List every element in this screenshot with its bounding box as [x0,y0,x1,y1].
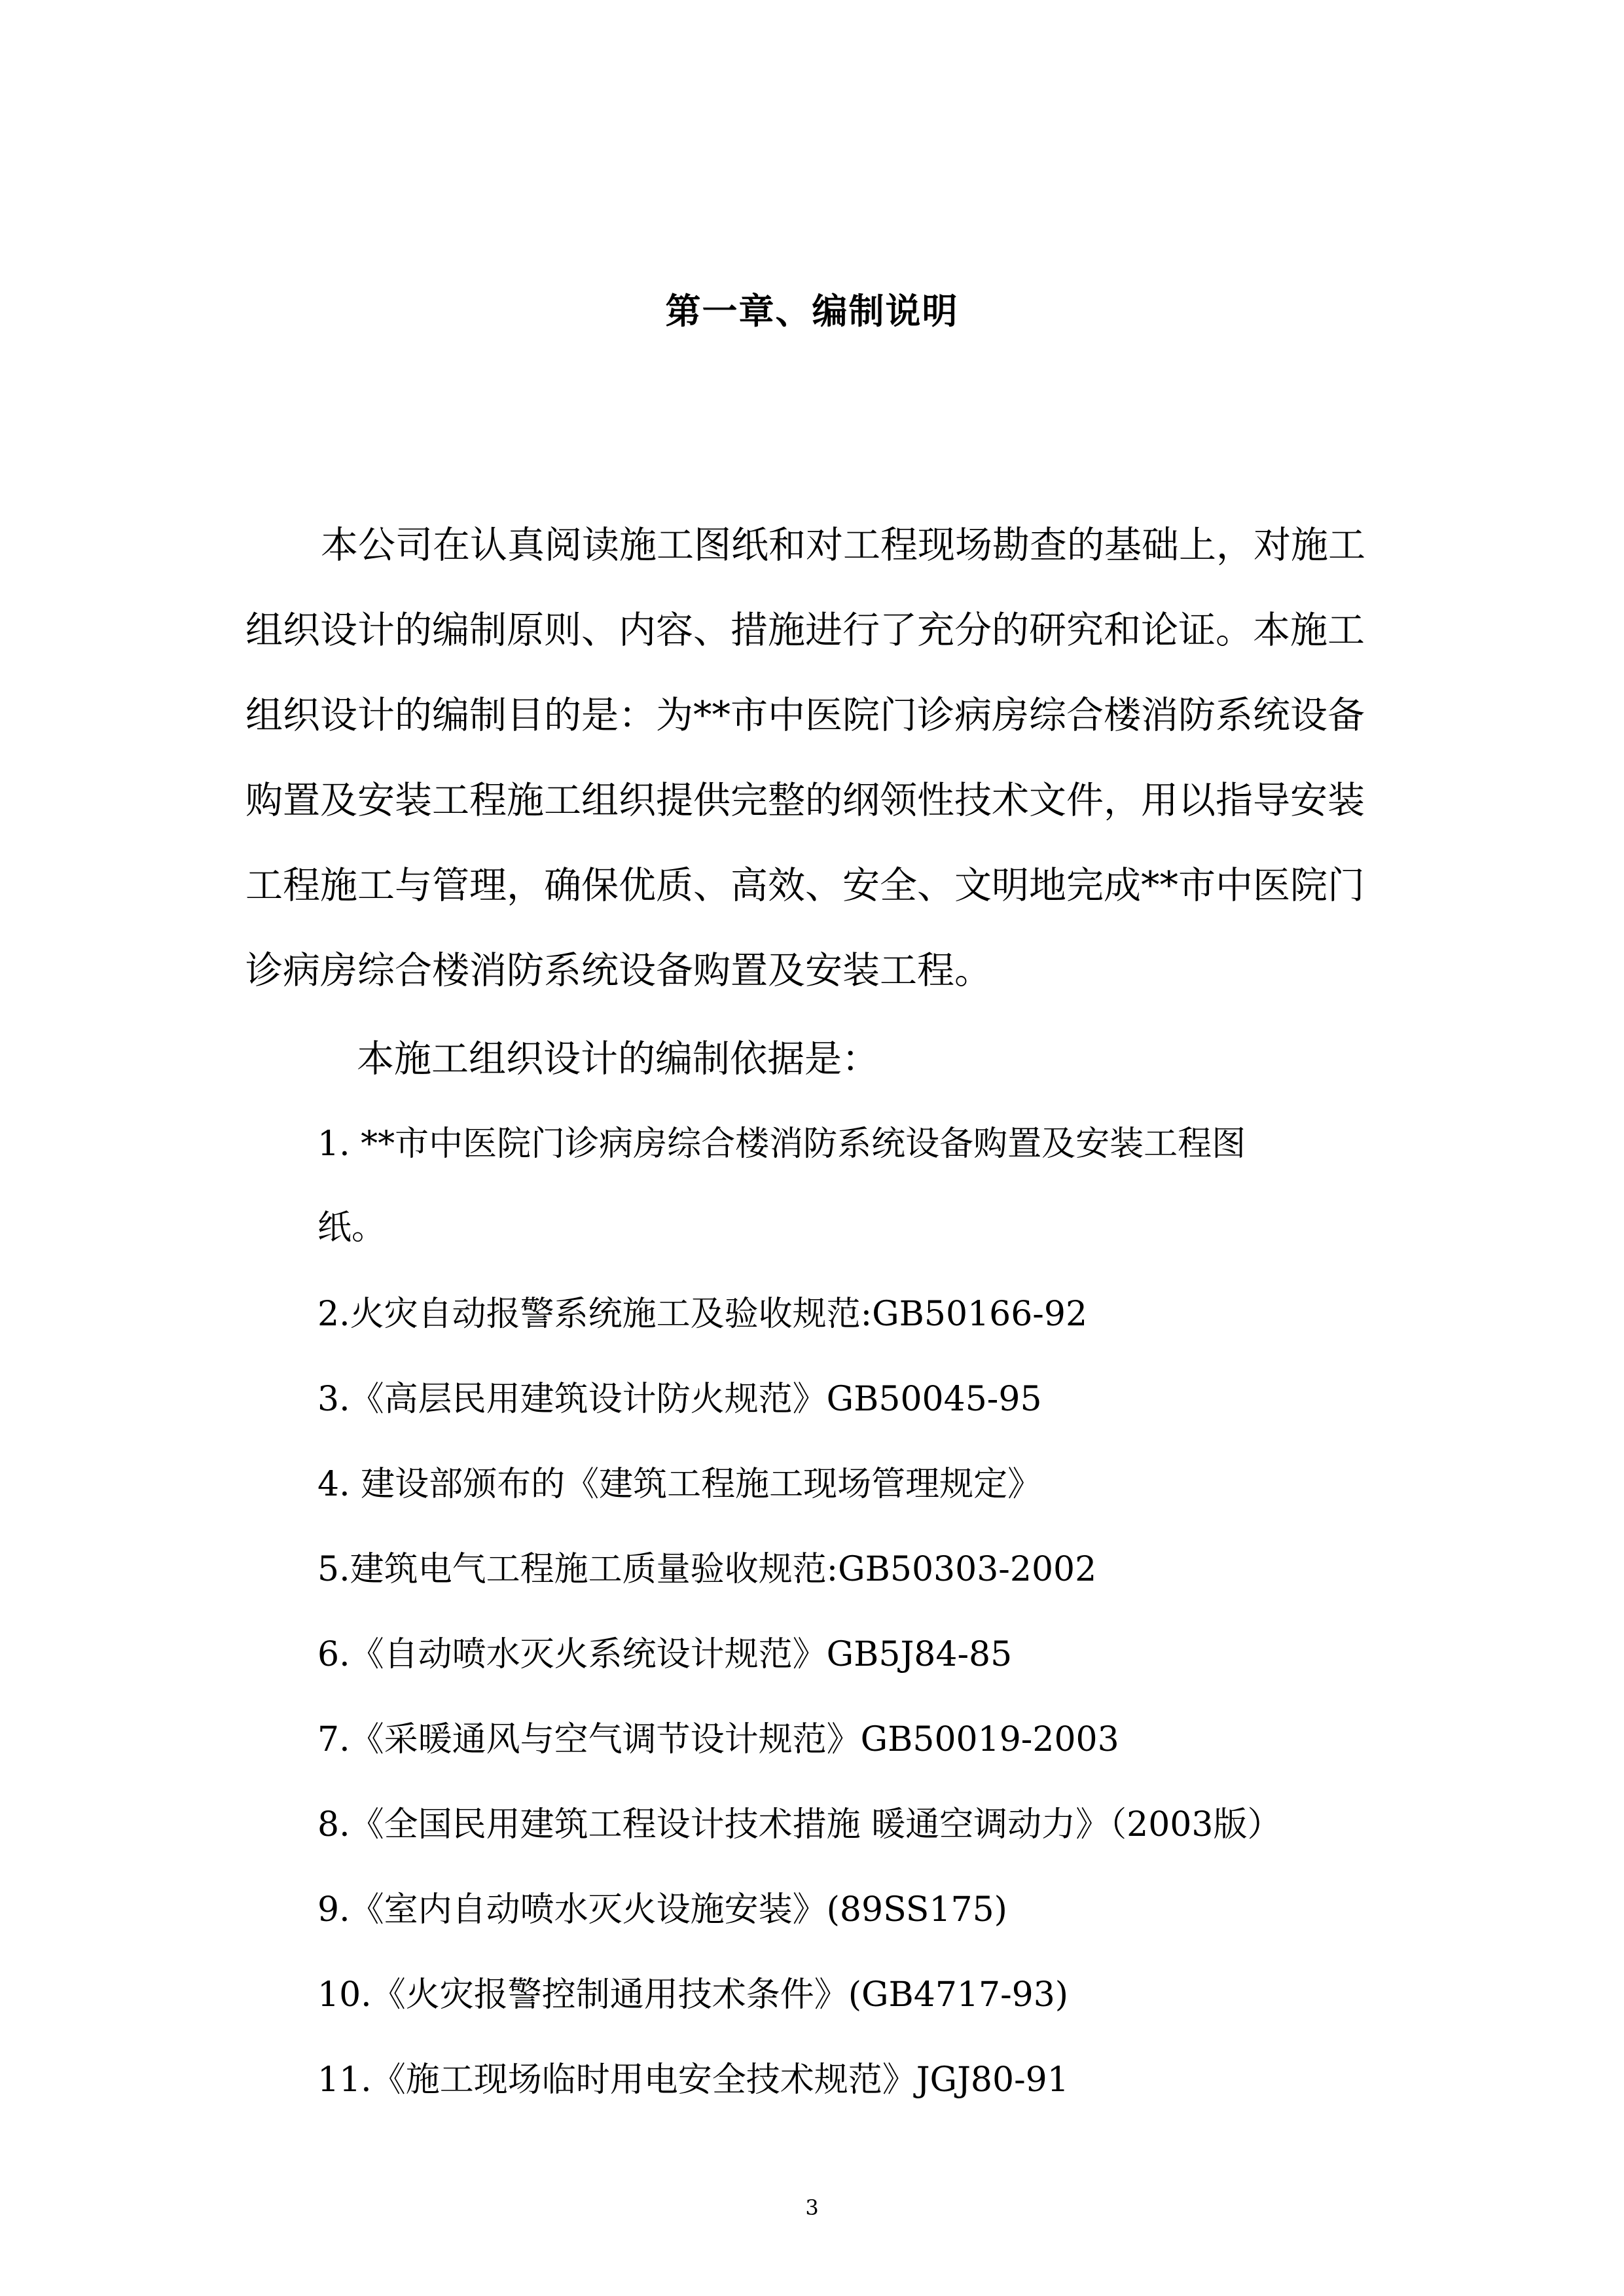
paragraph-line: 诊病房综合楼消防系统设备购置及安装工程。 [245,949,992,992]
basis-item: 5.建筑电气工程施工质量验收规范:GB50303-2002 [317,1550,1097,1589]
chapter-title: 第一章、编制说明 [665,290,959,332]
paragraph-line: 本公司在认真阅读施工图纸和对工程现场勘查的基础上，对施工 [321,524,1365,567]
basis-item: 3.《高层民用建筑设计防火规范》GB50045-95 [317,1380,1042,1419]
basis-item: 6.《自动喷水灭火系统设计规范》GB5J84-85 [317,1635,1013,1674]
basis-item: 8.《全国民用建筑工程设计技术措施 暖通空调动力》（2003版） [317,1805,1282,1844]
basis-intro: 本施工组织设计的编制依据是： [357,1037,879,1081]
basis-item: 9.《室内自动喷水灭火设施安装》(89SS175) [317,1890,1007,1929]
basis-item-continuation: 纸。 [317,1208,386,1247]
basis-item: 10.《火灾报警控制通用技术条件》(GB4717-93) [317,1975,1069,2015]
basis-item: 2.火灾自动报警系统施工及验收规范:GB50166-92 [317,1295,1088,1334]
basis-item: 1. **市中医院门诊病房综合楼消防系统设备购置及安装工程图 [317,1124,1246,1164]
basis-item: 11.《施工现场临时用电安全技术规范》JGJ80-91 [317,2060,1069,2100]
paragraph-line: 组织设计的编制原则、内容、措施进行了充分的研究和论证。本施工 [245,609,1365,652]
page-number: 3 [805,2195,819,2220]
paragraph-line: 工程施工与管理，确保优质、高效、安全、文明地完成**市中医院门 [245,864,1365,907]
basis-item: 4. 建设部颁布的《建筑工程施工现场管理规定》 [317,1465,1042,1504]
paragraph-line: 购置及安装工程施工组织提供完整的纲领性技术文件，用以指导安装 [245,779,1365,822]
basis-item: 7.《采暖通风与空气调节设计规范》GB50019-2003 [317,1720,1119,1759]
paragraph-line: 组织设计的编制目的是：为**市中医院门诊病房综合楼消防系统设备 [245,694,1365,737]
